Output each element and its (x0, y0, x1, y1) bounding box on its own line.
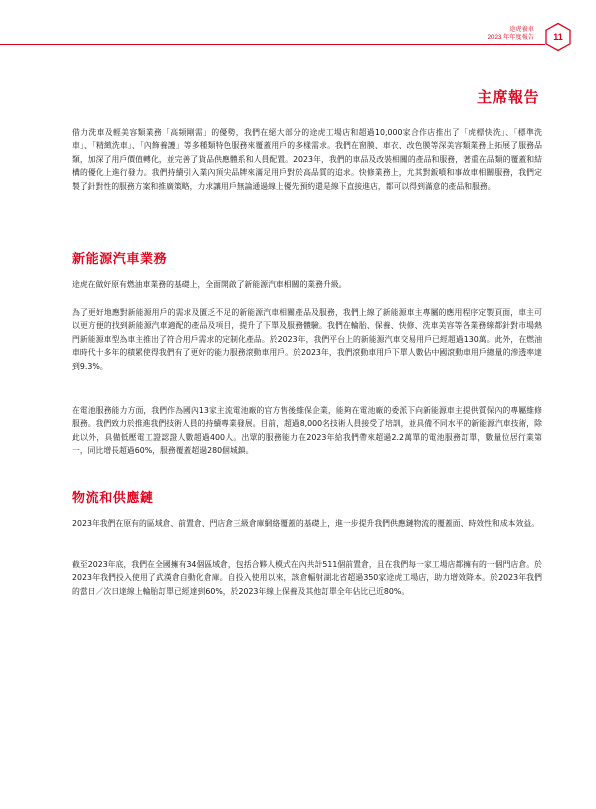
page-number: 11 (553, 32, 563, 42)
paragraph-battery-service: 在電池服務能力方面，我們作為國內13家主流電池廠的官方售後維保企業，能夠在電池廠的委派下向新能源車主提供質保內的專屬維修服務。我們致力於推進我們技術人員的持續專業發展。目前，超過8,000名技術人員接受了培訓，並具備不同水平的新能源汽車技術，除此以外，具備低壓電工證認證人數超過400人。出眾的服務能力在2023年給我們帶來超過2.2萬單的電池服務訂單，數量位居行業第一，同比增長超過60%，服務覆蓋超過280個城鎮。 (72, 406, 542, 456)
heading-logistics: 物流和供應鏈 (72, 491, 154, 506)
section-title: 主席報告 (476, 88, 539, 106)
paragraph-warehouses: 截至2023年底，我們在全國擁有34個區域倉，包括合夥人模式在內共計511個前置倉，且在我們每一家工場店都擁有的一個門店倉。於2023年我們投入使用了武漢倉自動化倉庫。自投入使用以來，該倉輻射湖北省超過350家途虎工場店，助力增效降本。於2023年我們的當日／次日達線上輪胎訂單已經達到60%，於2023年線上保養及其他訂單全年佔比已近80%。 (72, 560, 542, 596)
paragraph-nev-users: 為了更好地應對新能源用戶的需求及匱乏不足的新能源汽車相關產品及服務，我們上線了新能源車主專屬的應用程序定製頁面，車主可以更方便的找到新能源汽車適配的產品及項目，提升了下單及服務體驗。我們在輪胎、保養、快修、洗車美容等各業務線都針對市場熱門新能源車型為車主推出了符合用戶需求的定制化產品。於2023年，我們平台上的新能源汽車交易用戶已經超過130萬。此外，在燃油車時代十多年的積累使得我們有了更好的能力服務滾動車用戶。於2023年，我們滾動車用戶下單人數佔中國滾動車用戶總量的滲透率達到9.3%。 (72, 308, 542, 371)
heading-new-energy-vehicles: 新能源汽車業務 (72, 252, 168, 267)
paragraph-logistics-intro: 2023年我們在原有的區域倉、前置倉、門店倉三級倉庫網絡覆蓋的基礎上，進一步提升我們供應鏈物流的覆蓋面、時效性和成本效益。 (72, 519, 540, 528)
header-report-title: 2023 年年度報告 (487, 34, 534, 41)
paragraph-services: 借力洗車及輕美容類業務「高頻剛需」的優勢，我們在絕大部分的途虎工場店和超過10,000家合作店推出了「虎標快洗」、「標準洗車」、「精緻洗車」、「內飾養護」等多種類特色服務來覆蓋用戶的多樣需求。我們在窗膜、車衣、改色膜等深美容類業務上拓展了服務品類，加深了用戶價值轉化，並完善了貨品供應體系和人員配置。2023年，我們的車品及改裝相關的產品和服務，著重在品類的覆蓋和結構的優化上進行發力。我們持續引入業內頂尖品牌來滿足用戶對於高品質的追求。快修業務上，尤其對鈑噴和事故車相關服務，我們定製了針對性的服務方案和推廣策略，力求讓用戶無論通過線上優先預約還是線下直接進店，都可以得到滿意的產品和服務。 (72, 128, 542, 191)
header-text (488, 26, 534, 42)
header-rule (0, 44, 545, 45)
header-brand: 途虎養車 (509, 26, 534, 33)
paragraph-nev-intro: 途虎在做好原有燃油車業務的基礎上，全面開啟了新能源汽車相關的業務升級。 (72, 280, 347, 289)
